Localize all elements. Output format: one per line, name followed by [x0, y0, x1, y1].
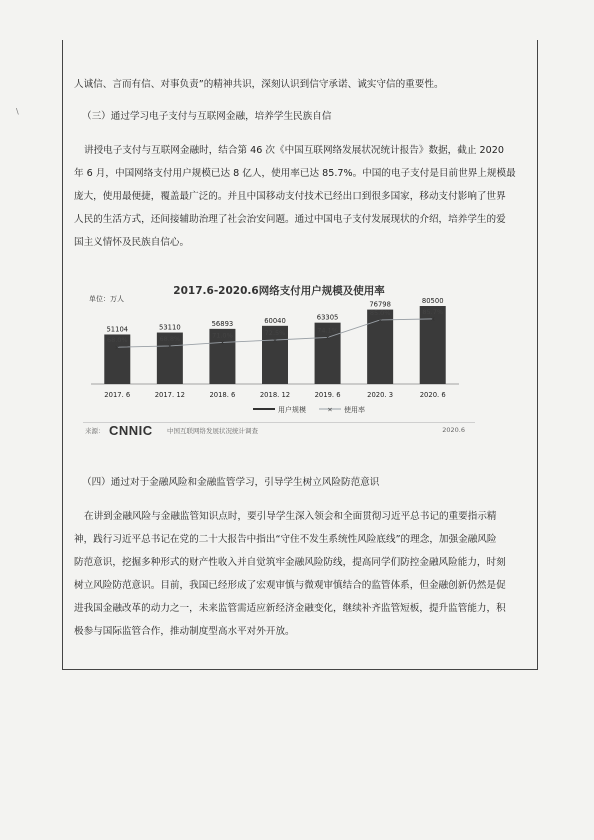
- line-point-marker: ×: [114, 343, 121, 352]
- intro-line: [74, 77, 530, 93]
- line-value-label: 72.5%: [264, 329, 286, 337]
- line-value-label: 74.1%: [317, 326, 338, 335]
- bar-value-label: 80500: [421, 297, 444, 305]
- bar-value-label: 53110: [159, 323, 181, 332]
- figure-source: [83, 422, 475, 439]
- section4-heading-text: （四）通过对于金融风险和金融监管学习，引导学生树立风险防范意识: [82, 477, 380, 488]
- x-tick-label: 2018. 6: [209, 391, 236, 399]
- line-point-marker: ×: [377, 316, 383, 325]
- source-label: 来源：: [85, 427, 105, 435]
- paragraph-line: 人民的生活方式，还间接辅助治理了社会治安问题。通过中国电子支付发展现状的介绍，培养学生的爱: [74, 214, 506, 225]
- paragraph-line: 庞大，使用最便捷，覆盖最广泛的。并且中国移动支付技术已经出口到很多国家，移动支付影响了世界: [74, 191, 506, 202]
- bar-value-label: 60040: [264, 316, 286, 325]
- paragraph-line: 在讲到金融风险与金融监管知识点时，要引导学生深入领会和全面贯彻习近平总书记的重要指示精: [84, 511, 497, 522]
- section3-paragraph: [74, 139, 530, 254]
- paragraph-line: 年 6 月，中国网络支付用户规模已达 8 亿人，使用率已达 85.7%。中国的电子支付是目前世界上规模最: [74, 168, 516, 179]
- line-value-label: 71.0%: [212, 331, 233, 340]
- line-point-marker: ×: [324, 333, 331, 342]
- payment-users-chart: [83, 282, 475, 422]
- section3-heading-text: （三）通过学习电子支付与互联网金融，培养学生民族自信: [82, 111, 332, 122]
- line-point-marker: ×: [219, 338, 226, 347]
- line-point-marker: ×: [167, 342, 173, 351]
- line-value-label: 85.0%: [369, 309, 391, 317]
- x-tick-label: 2017. 6: [104, 391, 131, 399]
- line-value-label: 85.7%: [422, 307, 444, 316]
- bar-value-label: 56893: [211, 319, 234, 328]
- bar-value-label: 63305: [316, 313, 339, 322]
- line-value-label: 68.0%: [106, 336, 128, 345]
- source-date: 2020.6: [442, 426, 465, 434]
- bar-value-label: 76798: [369, 300, 391, 309]
- section4-heading: [82, 475, 538, 491]
- x-tick-label: 2018. 12: [259, 391, 291, 399]
- paragraph-line: 神，践行习近平总书记在党的二十大报告中指出“守住不发生系统性风险底线”的理念，加强金融风险: [74, 534, 497, 545]
- paragraph-line: 讲授电子支付与互联网金融时，结合第 46 次《中国互联网络发展状况统计报告》数据，截止 2020: [84, 145, 504, 156]
- legend-bar-label: 用户规模: [278, 406, 306, 414]
- margin-mark: \: [16, 107, 19, 116]
- legend-line-marker: ×: [327, 405, 333, 414]
- paragraph-line: 树立风险防范意识。目前，我国已经形成了宏观审慎与微观审慎结合的监管体系，但金融创新仍然是促: [74, 580, 506, 591]
- bar-value-label: 51104: [106, 325, 129, 334]
- section4-paragraph: [74, 505, 530, 643]
- section3-heading: [82, 109, 538, 125]
- intro-text: 人诚信、言而有信、对事负责”的精神共识，深刻认识到信守承诺、诚实守信的重要性。: [74, 79, 444, 90]
- x-tick-label: 2020. 6: [419, 391, 446, 399]
- x-tick-label: 2017. 12: [154, 391, 185, 399]
- x-tick-label: 2019. 6: [314, 391, 341, 399]
- paragraph-line: 极参与国际监管合作，推动制度型高水平对外开放。: [74, 626, 295, 637]
- legend-line-label: 使用率: [344, 406, 365, 414]
- chart-title: 2017.6-2020.6网络支付用户规模及使用率: [173, 285, 385, 297]
- paragraph-line: 进我国金融改革的动力之一，未来监管需适应新经济金融变化，继续补齐监管短板，提升监管能力，积: [74, 603, 506, 614]
- line-value-label: 68.8%: [159, 334, 181, 343]
- paragraph-line: 国主义情怀及民族自信心。: [74, 237, 190, 248]
- line-point-marker: ×: [429, 315, 436, 324]
- source-text: 中国互联网络发展状况统计调查: [167, 427, 258, 435]
- paragraph-line: 防范意识，挖掘多种形式的财产性收入并自觉筑牢金融风险防线，提高同学们防控金融风险能力，时刻: [74, 557, 506, 568]
- x-tick-label: 2020. 3: [367, 391, 394, 399]
- chart-unit-label: 单位：万人: [89, 295, 124, 303]
- cnnic-logo: CNNIC: [109, 423, 153, 438]
- line-point-marker: ×: [272, 336, 278, 345]
